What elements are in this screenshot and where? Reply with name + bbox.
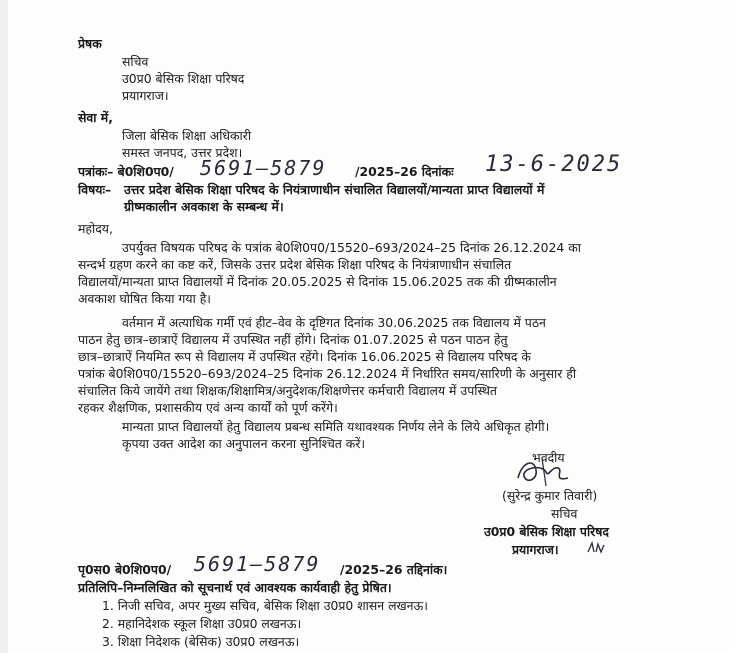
ref-number-handwritten: 5691–5879: [200, 156, 327, 180]
sender-line-1: सचिव: [122, 54, 149, 69]
sender-line-2: उ0प्र0 बेसिक शिक्षा परिषद: [122, 71, 245, 86]
para2-line-2: पाठन हेतु छात्र–छात्राऐं विद्यालय में उपस्थित नहीं होंगे। दिनांक 01.07.2025 से पठन पाठन हेतु: [78, 332, 508, 347]
subject-line-2: ग्रीष्मकालीन अवकाश के सम्बन्ध में।: [124, 199, 284, 214]
copy-item-2: 2. महानिदेशक स्कूल शिक्षा उ0प्र0 लखनऊ।: [102, 616, 302, 631]
copy-item-3: 3. शिक्षा निदेशक (बेसिक) उ0प्र0 लखनऊ।: [102, 634, 300, 649]
signature-scribble-icon: [512, 452, 582, 492]
subject-line-1: उत्तर प्रदेश बेसिक शिक्षा परिषद के नियंत्राणाधीन संचालित विद्यालयों/मान्यता प्राप्त विद्यालयों में: [124, 182, 545, 197]
ref-prefix: पत्रांकः– बे0शि0प0/: [78, 164, 174, 179]
para1-line-4: अवकाश घोषित किया गया है।: [78, 291, 211, 306]
para4: कृपया उक्त आदेश का अनुपालन करना सुनिश्चित करें।: [122, 436, 366, 451]
signature-org: उ0प्र0 बेसिक शिक्षा परिषद: [484, 524, 609, 539]
para1-line-3: विद्यालयों/मान्यता प्राप्त विद्यालयों में दिनांक 20.05.2025 से दिनांक 15.06.2025 तक की ग्रीष्मकालीन: [78, 274, 557, 289]
copy-ref-number-handwritten: 5691–5879: [194, 552, 321, 576]
para1-line-2: सन्दर्भ ग्रहण करने का कष्ट करें, जिसके उत्तर प्रदेश बेसिक शिक्षा परिषद के नियंत्राणाधीन संचालित: [78, 257, 512, 272]
copy-ref-prefix: पृ0स0 बे0शि0प0/: [78, 562, 172, 577]
to-line-1: जिला बेसिक शिक्षा अधिकारी: [122, 128, 252, 143]
signature-city: प्रयागराज।: [512, 542, 559, 557]
para2-line-6: रहकर शैक्षणिक, प्रशासकीय एवं अन्य कार्यों को पूर्ण करेंगे।: [78, 400, 338, 415]
to-line-2: समस्त जनपद, उत्तर प्रदेश।: [122, 145, 243, 160]
para2-line-1: वर्तमान में अत्याधिक गर्मी एवं हीट–वेव के दृष्टिगत दिनांक 30.06.2025 तक विद्यालय में पठन: [122, 315, 546, 330]
sender-label: प्रेषक: [78, 36, 102, 51]
copy-item-1: 1. निजी सचिव, अपर मुख्य सचिव, बेसिक शिक्षा उ0प्र0 शासन लखनऊ।: [102, 598, 428, 613]
initials-scribble-icon: [586, 540, 608, 556]
signature-closing: भवदीय: [532, 450, 565, 465]
to-label: सेवा में,: [78, 110, 113, 125]
ref-date-handwritten: 13-6-2025: [485, 152, 623, 177]
page-edge: [0, 0, 8, 653]
para1-line-1: उपर्युक्त विषयक परिषद के पत्रांक बे0शि0प0/15520–693/2024–25 दिनांक 26.12.2024 का: [122, 240, 581, 255]
sender-line-3: प्रयागराज।: [122, 88, 169, 103]
para2-line-3: छात्र–छात्राऐं नियमित रूप से विद्यालय में उपस्थित रहेंगे। दिनांक 16.06.2025 से विद्यालय परिषद के: [78, 349, 531, 364]
para2-line-5: संचालित किये जायेंगे तथा शिक्षक/शिक्षामित्र/अनुदेशक/शिक्षणेत्तर कर्मचारी विद्यालय में उपस्थित: [78, 383, 497, 398]
signature-title: सचिव: [551, 506, 578, 521]
copy-heading: प्रतिलिपि–निम्नलिखित को सूचनार्थ एवं आवश्यक कार्यवाही हेतु प्रेषित।: [78, 580, 392, 595]
copy-ref-suffix: /2025–26 तद्दिनांक।: [340, 562, 448, 577]
signature-name: (सुरेन्द्र कुमार तिवारी): [502, 488, 598, 503]
salutation: महोदय,: [78, 221, 113, 236]
para2-line-4: पत्रांक बे0शि0प0/15520–693/2024–25 दिनांक 26.12.2024 में निर्धारित समय/सारिणी के अनुसार ही: [78, 366, 577, 381]
para3: मान्यता प्राप्त विद्यालयों हेतु विद्यालय प्रबन्ध समिति यथावश्यक निर्णय लेने के लिये अधिकृत होगी।: [122, 419, 550, 434]
ref-suffix: /2025–26 दिनांकः: [355, 164, 454, 179]
subject-label: विषयः–: [78, 182, 112, 197]
